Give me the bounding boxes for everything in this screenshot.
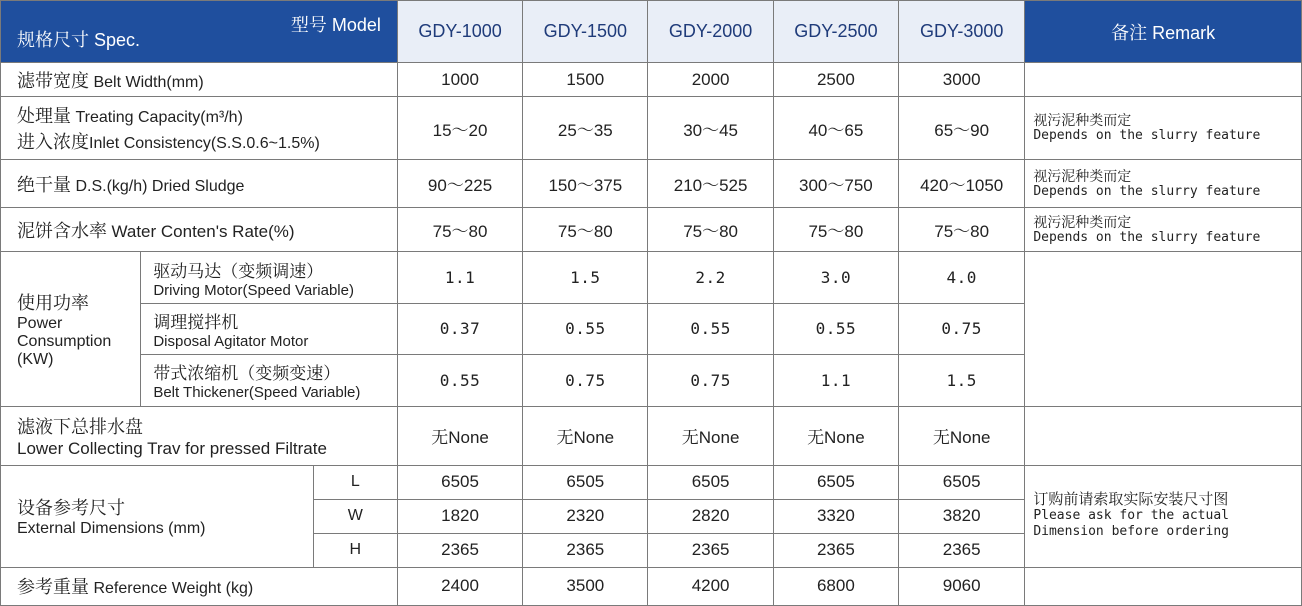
belt-width-value: 2000: [648, 63, 773, 97]
weight-value: 3500: [523, 567, 648, 605]
thickener-value: 1.5: [899, 354, 1025, 406]
weight-label-cn: 参考重量: [17, 577, 89, 598]
power-label-cn: 使用功率: [17, 292, 89, 313]
capacity-label-cn: 处理量: [17, 106, 71, 127]
thickener-label-en: Belt Thickener(Speed Variable): [153, 384, 361, 402]
dimensions-label-cn: 设备参考尺寸: [17, 498, 125, 519]
dimension-h-value: 2365: [899, 533, 1025, 567]
dimension-l-value: 6505: [523, 465, 648, 499]
power-label-en-3: (KW): [17, 350, 54, 368]
model-header-3: GDY-2000: [648, 1, 773, 63]
dimension-w-value: 3320: [773, 499, 898, 533]
water-rate-value: 75～80: [773, 208, 898, 252]
dimension-h-value: 2365: [648, 533, 773, 567]
dimensions-remark-en-1: Please ask for the actual: [1033, 508, 1229, 524]
dried-sludge-remark: [1025, 160, 1302, 208]
row-weight: [1, 567, 1302, 605]
agitator-value: 0.75: [899, 304, 1025, 354]
dried-sludge-value: 420～1050: [899, 160, 1025, 208]
agitator-label: [141, 304, 398, 354]
dimension-key-l: L: [313, 465, 397, 499]
agitator-value: 0.55: [648, 304, 773, 354]
dimension-h-value: 2365: [397, 533, 522, 567]
collecting-tray-value: 无None: [648, 406, 773, 465]
capacity-value: 25～35: [523, 97, 648, 160]
row-dimension-l: [1, 465, 1302, 499]
thickener-value: 0.75: [648, 354, 773, 406]
dimension-l-value: 6505: [899, 465, 1025, 499]
driving-motor-label-cn: 驱动马达（变频调速）: [153, 261, 324, 281]
dimension-l-value: 6505: [397, 465, 522, 499]
model-header-1: GDY-1000: [397, 1, 522, 63]
row-dried-sludge: [1, 160, 1302, 208]
capacity-remark: [1025, 97, 1302, 160]
driving-motor-label: [141, 252, 398, 304]
collecting-tray-value: 无None: [397, 406, 522, 465]
agitator-value: 0.55: [523, 304, 648, 354]
dimension-l-value: 6505: [773, 465, 898, 499]
dimensions-remark-cn: 订购前请索取实际安装尺寸图: [1033, 491, 1229, 509]
weight-value: 4200: [648, 567, 773, 605]
driving-motor-value: 4.0: [899, 252, 1025, 304]
dimensions-label-en: External Dimensions (mm): [17, 520, 206, 538]
agitator-value: 0.55: [773, 304, 898, 354]
belt-width-value: 1500: [523, 63, 648, 97]
weight-label: [1, 567, 398, 605]
dried-sludge-label: [1, 160, 398, 208]
dried-sludge-label-en: D.S.(kg/h) Dried Sludge: [75, 177, 245, 195]
driving-motor-value: 1.5: [523, 252, 648, 304]
row-capacity: [1, 97, 1302, 160]
dried-sludge-remark-en: Depends on the slurry feature: [1033, 183, 1261, 199]
header-row: [1, 1, 1302, 63]
thickener-value: 0.75: [523, 354, 648, 406]
belt-width-value: 2500: [773, 63, 898, 97]
dimension-key-h: H: [313, 533, 397, 567]
belt-width-value: 1000: [397, 63, 522, 97]
thickener-value: 1.1: [773, 354, 898, 406]
consistency-label-en: Inlet Consistency(S.S.0.6~1.5%): [89, 135, 320, 153]
driving-motor-value: 2.2: [648, 252, 773, 304]
belt-width-label-cn: 滤带宽度: [17, 70, 89, 91]
water-rate-remark-cn: 视污泥种类而定: [1033, 213, 1132, 230]
capacity-value: 65～90: [899, 97, 1025, 160]
spec-model-header: [1, 1, 398, 63]
capacity-value: 15～20: [397, 97, 522, 160]
consistency-label-cn: 进入浓度: [17, 132, 89, 153]
water-rate-value: 75～80: [523, 208, 648, 252]
power-label-en-1: Power: [17, 314, 63, 332]
water-rate-value: 75～80: [899, 208, 1025, 252]
dimension-h-value: 2365: [773, 533, 898, 567]
capacity-label-en: Treating Capacity(m³/h): [75, 109, 243, 127]
dimensions-remark-en-2: Dimension before ordering: [1033, 524, 1229, 540]
weight-value: 2400: [397, 567, 522, 605]
agitator-value: 0.37: [397, 304, 522, 354]
thickener-label-cn: 带式浓缩机（变频变速）: [153, 364, 341, 384]
dimension-w-value: 1820: [397, 499, 522, 533]
collecting-tray-value: 无None: [773, 406, 898, 465]
dimension-w-value: 3820: [899, 499, 1025, 533]
weight-value: 6800: [773, 567, 898, 605]
spec-header-label: 规格尺寸 Spec.: [17, 30, 141, 51]
water-rate-label-en: Water Conten's Rate(%): [111, 221, 295, 241]
model-header-label: 型号 Model: [290, 15, 381, 35]
model-header-5: GDY-3000: [899, 1, 1025, 63]
water-rate-label-cn: 泥饼含水率: [17, 220, 107, 241]
weight-label-en: Reference Weight (kg): [93, 580, 254, 598]
power-label-en-2: Consumption: [17, 332, 112, 350]
water-rate-value: 75～80: [648, 208, 773, 252]
dimensions-label: [1, 465, 314, 567]
capacity-value: 40～65: [773, 97, 898, 160]
power-remark: [1025, 252, 1302, 406]
belt-width-label: [1, 63, 398, 97]
thickener-label: [141, 354, 398, 406]
collecting-tray-label: [1, 406, 398, 465]
row-belt-width: [1, 63, 1302, 97]
row-water-rate: [1, 208, 1302, 252]
dimension-key-w: W: [313, 499, 397, 533]
weight-remark: [1025, 567, 1302, 605]
dried-sludge-value: 90～225: [397, 160, 522, 208]
dried-sludge-label-cn: 绝干量: [17, 174, 71, 195]
weight-value: 9060: [899, 567, 1025, 605]
dried-sludge-value: 150～375: [523, 160, 648, 208]
thickener-value: 0.55: [397, 354, 522, 406]
driving-motor-value: 1.1: [397, 252, 522, 304]
capacity-remark-en: Depends on the slurry feature: [1033, 128, 1261, 144]
row-collecting-tray: [1, 406, 1302, 465]
capacity-value: 30～45: [648, 97, 773, 160]
collecting-tray-label-en: Lower Collecting Trav for pressed Filtrate: [17, 438, 327, 458]
model-header-4: GDY-2500: [773, 1, 898, 63]
dried-sludge-value: 210～525: [648, 160, 773, 208]
belt-width-label-en: Belt Width(mm): [93, 73, 204, 91]
capacity-remark-cn: 视污泥种类而定: [1033, 112, 1132, 129]
dimension-w-value: 2820: [648, 499, 773, 533]
collecting-tray-label-cn: 滤液下总排水盘: [17, 416, 143, 437]
water-rate-label: [1, 208, 398, 252]
power-label: [1, 252, 141, 406]
row-power-driving: [1, 252, 1302, 304]
water-rate-value: 75～80: [397, 208, 522, 252]
driving-motor-label-en: Driving Motor(Speed Variable): [153, 281, 354, 299]
belt-width-remark: [1025, 63, 1302, 97]
dimension-w-value: 2320: [523, 499, 648, 533]
remark-header: 备注 Remark: [1025, 1, 1302, 63]
water-rate-remark-en: Depends on the slurry feature: [1033, 229, 1261, 245]
dried-sludge-value: 300～750: [773, 160, 898, 208]
belt-width-value: 3000: [899, 63, 1025, 97]
collecting-tray-value: 无None: [899, 406, 1025, 465]
water-rate-remark: [1025, 208, 1302, 252]
model-header-2: GDY-1500: [523, 1, 648, 63]
agitator-label-cn: 调理搅拌机: [153, 312, 239, 332]
agitator-label-en: Disposal Agitator Motor: [153, 332, 309, 350]
collecting-tray-remark: [1025, 406, 1302, 465]
dimension-l-value: 6505: [648, 465, 773, 499]
dimension-h-value: 2365: [523, 533, 648, 567]
dimensions-remark: [1025, 465, 1302, 567]
capacity-label: [1, 97, 398, 160]
dried-sludge-remark-cn: 视污泥种类而定: [1033, 167, 1132, 184]
driving-motor-value: 3.0: [773, 252, 898, 304]
collecting-tray-value: 无None: [523, 406, 648, 465]
